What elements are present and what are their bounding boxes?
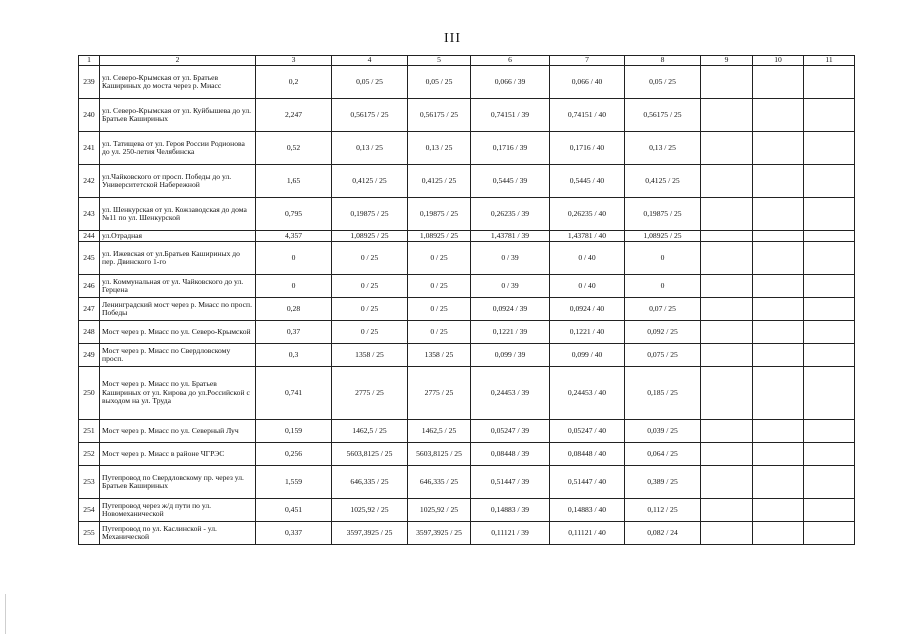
col4-value: 2775 / 25 xyxy=(332,367,408,420)
scan-margin-mark xyxy=(5,594,8,634)
row-name: Путепровод по Свердловскому пр. через ул. Братьев Кашириных xyxy=(100,466,256,499)
table-header xyxy=(79,56,855,66)
col3-value: 0,795 xyxy=(256,198,332,231)
col7-value: 0,11121 / 40 xyxy=(550,522,625,545)
row-number: 245 xyxy=(79,242,100,275)
col8-value: 0 xyxy=(625,275,701,298)
header-cell: 2 xyxy=(100,56,256,66)
col10-value xyxy=(753,198,804,231)
col4-value: 1462,5 / 25 xyxy=(332,420,408,443)
col10-value xyxy=(753,99,804,132)
table-row xyxy=(79,344,855,367)
col7-value: 0,1221 / 40 xyxy=(550,321,625,344)
header-cell: 6 xyxy=(471,56,550,66)
table-row xyxy=(79,298,855,321)
col3-value: 0,2 xyxy=(256,66,332,99)
row-name: ул. Татищева от ул. Героя России Родионова до ул. 250-летия Челябинска xyxy=(100,132,256,165)
row-number: 239 xyxy=(79,66,100,99)
col9-value xyxy=(701,443,753,466)
col5-value: 0,56175 / 25 xyxy=(408,99,471,132)
row-name: Путепровод по ул. Каслинской - ул. Механической xyxy=(100,522,256,545)
col8-value: 0,185 / 25 xyxy=(625,367,701,420)
header-cell: 7 xyxy=(550,56,625,66)
col5-value: 0,13 / 25 xyxy=(408,132,471,165)
col8-value: 0,112 / 25 xyxy=(625,499,701,522)
row-name: Мост через р. Миасс по Свердловскому просп. xyxy=(100,344,256,367)
row-name: ул. Ижевская от ул.Братьев Кашириных до пер. Двинского 1-го xyxy=(100,242,256,275)
row-number: 255 xyxy=(79,522,100,545)
row-number: 240 xyxy=(79,99,100,132)
col5-value: 5603,8125 / 25 xyxy=(408,443,471,466)
col4-value: 0 / 25 xyxy=(332,298,408,321)
col10-value xyxy=(753,298,804,321)
header-cell: 3 xyxy=(256,56,332,66)
col6-value: 0,1221 / 39 xyxy=(471,321,550,344)
table-row xyxy=(79,275,855,298)
col10-value xyxy=(753,66,804,99)
row-number: 249 xyxy=(79,344,100,367)
col3-value: 0,159 xyxy=(256,420,332,443)
table-row xyxy=(79,99,855,132)
col3-value: 0,37 xyxy=(256,321,332,344)
col11-value xyxy=(804,466,855,499)
row-number: 248 xyxy=(79,321,100,344)
col10-value xyxy=(753,321,804,344)
col8-value: 0,064 / 25 xyxy=(625,443,701,466)
table-row xyxy=(79,522,855,545)
col5-value: 1,08925 / 25 xyxy=(408,231,471,242)
col6-value: 0,1716 / 39 xyxy=(471,132,550,165)
table-body xyxy=(79,66,855,545)
header-cell: 8 xyxy=(625,56,701,66)
table-row xyxy=(79,231,855,242)
row-name: Мост через р. Миасс по ул. Северо-Крымской xyxy=(100,321,256,344)
col9-value xyxy=(701,231,753,242)
col4-value: 3597,3925 / 25 xyxy=(332,522,408,545)
col10-value xyxy=(753,231,804,242)
col5-value: 0,19875 / 25 xyxy=(408,198,471,231)
col3-value: 2,247 xyxy=(256,99,332,132)
col8-value: 0,389 / 25 xyxy=(625,466,701,499)
col10-value xyxy=(753,466,804,499)
table-row xyxy=(79,420,855,443)
row-name: ул.Отрадная xyxy=(100,231,256,242)
row-number: 243 xyxy=(79,198,100,231)
col3-value: 4,357 xyxy=(256,231,332,242)
col5-value: 0 / 25 xyxy=(408,298,471,321)
col11-value xyxy=(804,275,855,298)
row-number: 242 xyxy=(79,165,100,198)
col6-value: 0,5445 / 39 xyxy=(471,165,550,198)
col7-value: 1,43781 / 40 xyxy=(550,231,625,242)
col8-value: 0,075 / 25 xyxy=(625,344,701,367)
col7-value: 0,05247 / 40 xyxy=(550,420,625,443)
col4-value: 0 / 25 xyxy=(332,275,408,298)
table-row xyxy=(79,242,855,275)
col3-value: 0,52 xyxy=(256,132,332,165)
col7-value: 0,099 / 40 xyxy=(550,344,625,367)
col7-value: 0,5445 / 40 xyxy=(550,165,625,198)
col11-value xyxy=(804,99,855,132)
col9-value xyxy=(701,522,753,545)
col7-value: 0 / 40 xyxy=(550,275,625,298)
col10-value xyxy=(753,443,804,466)
col8-value: 1,08925 / 25 xyxy=(625,231,701,242)
col6-value: 0,74151 / 39 xyxy=(471,99,550,132)
col6-value: 0,51447 / 39 xyxy=(471,466,550,499)
col11-value xyxy=(804,344,855,367)
col8-value: 0,082 / 24 xyxy=(625,522,701,545)
col3-value: 0,3 xyxy=(256,344,332,367)
col9-value xyxy=(701,321,753,344)
col11-value xyxy=(804,165,855,198)
col7-value: 0,26235 / 40 xyxy=(550,198,625,231)
col3-value: 0 xyxy=(256,242,332,275)
col8-value: 0,05 / 25 xyxy=(625,66,701,99)
col11-value xyxy=(804,231,855,242)
col6-value: 0 / 39 xyxy=(471,242,550,275)
col9-value xyxy=(701,66,753,99)
col8-value: 0,092 / 25 xyxy=(625,321,701,344)
col6-value: 0,11121 / 39 xyxy=(471,522,550,545)
col10-value xyxy=(753,367,804,420)
row-name: ул. Северо-Крымская от ул. Куйбышева до ул. Братьев Кашириных xyxy=(100,99,256,132)
col8-value: 0,13 / 25 xyxy=(625,132,701,165)
row-name: ул. Шенкурская от ул. Кожзаводская до дома №11 по ул. Шенкурской xyxy=(100,198,256,231)
col4-value: 0 / 25 xyxy=(332,321,408,344)
col4-value: 0,56175 / 25 xyxy=(332,99,408,132)
col7-value: 0,08448 / 40 xyxy=(550,443,625,466)
table-row xyxy=(79,132,855,165)
row-number: 254 xyxy=(79,499,100,522)
col8-value: 0,56175 / 25 xyxy=(625,99,701,132)
col6-value: 0 / 39 xyxy=(471,275,550,298)
col9-value xyxy=(701,165,753,198)
col7-value: 0,51447 / 40 xyxy=(550,466,625,499)
col6-value: 0,099 / 39 xyxy=(471,344,550,367)
col4-value: 1,08925 / 25 xyxy=(332,231,408,242)
col6-value: 0,24453 / 39 xyxy=(471,367,550,420)
table-row xyxy=(79,321,855,344)
header-cell: 11 xyxy=(804,56,855,66)
col11-value xyxy=(804,499,855,522)
col5-value: 1462,5 / 25 xyxy=(408,420,471,443)
col5-value: 0,05 / 25 xyxy=(408,66,471,99)
col4-value: 0,4125 / 25 xyxy=(332,165,408,198)
road-data-table xyxy=(78,55,855,545)
row-number: 244 xyxy=(79,231,100,242)
row-number: 253 xyxy=(79,466,100,499)
row-number: 247 xyxy=(79,298,100,321)
header-cell: 10 xyxy=(753,56,804,66)
row-name: Ленинградский мост через р. Миасс по просп. Победы xyxy=(100,298,256,321)
col5-value: 1025,92 / 25 xyxy=(408,499,471,522)
table-row xyxy=(79,198,855,231)
col7-value: 0 / 40 xyxy=(550,242,625,275)
col4-value: 0,05 / 25 xyxy=(332,66,408,99)
col8-value: 0,4125 / 25 xyxy=(625,165,701,198)
col3-value: 0,337 xyxy=(256,522,332,545)
col11-value xyxy=(804,298,855,321)
col11-value xyxy=(804,321,855,344)
col11-value xyxy=(804,522,855,545)
row-name: ул. Северо-Крымская от ул. Братьев Кашириных до моста через р. Миасс xyxy=(100,66,256,99)
col7-value: 0,14883 / 40 xyxy=(550,499,625,522)
row-name: Путепровод через ж/д пути по ул. Новомеханической xyxy=(100,499,256,522)
col9-value xyxy=(701,466,753,499)
header-cell: 9 xyxy=(701,56,753,66)
col3-value: 1,65 xyxy=(256,165,332,198)
col7-value: 0,0924 / 40 xyxy=(550,298,625,321)
col8-value: 0,039 / 25 xyxy=(625,420,701,443)
col10-value xyxy=(753,522,804,545)
col11-value xyxy=(804,420,855,443)
col10-value xyxy=(753,344,804,367)
col9-value xyxy=(701,99,753,132)
col4-value: 0 / 25 xyxy=(332,242,408,275)
col9-value xyxy=(701,242,753,275)
col3-value: 0,256 xyxy=(256,443,332,466)
col11-value xyxy=(804,367,855,420)
col7-value: 0,24453 / 40 xyxy=(550,367,625,420)
row-name: Мост через р. Миасс по ул. Братьев Кашириных от ул. Кирова до ул.Российской с выходом на ул. Труда xyxy=(100,367,256,420)
col10-value xyxy=(753,132,804,165)
col7-value: 0,1716 / 40 xyxy=(550,132,625,165)
col11-value xyxy=(804,132,855,165)
col3-value: 0 xyxy=(256,275,332,298)
header-row xyxy=(79,56,855,66)
col6-value: 0,0924 / 39 xyxy=(471,298,550,321)
col9-value xyxy=(701,499,753,522)
table-row xyxy=(79,367,855,420)
col5-value: 3597,3925 / 25 xyxy=(408,522,471,545)
table-row xyxy=(79,466,855,499)
col9-value xyxy=(701,420,753,443)
col6-value: 0,14883 / 39 xyxy=(471,499,550,522)
col7-value: 0,74151 / 40 xyxy=(550,99,625,132)
col8-value: 0,19875 / 25 xyxy=(625,198,701,231)
col9-value xyxy=(701,367,753,420)
col5-value: 646,335 / 25 xyxy=(408,466,471,499)
col9-value xyxy=(701,298,753,321)
col11-value xyxy=(804,66,855,99)
col3-value: 0,741 xyxy=(256,367,332,420)
col5-value: 2775 / 25 xyxy=(408,367,471,420)
col10-value xyxy=(753,242,804,275)
col4-value: 1025,92 / 25 xyxy=(332,499,408,522)
col8-value: 0,07 / 25 xyxy=(625,298,701,321)
table-row xyxy=(79,499,855,522)
row-number: 252 xyxy=(79,443,100,466)
col4-value: 0,19875 / 25 xyxy=(332,198,408,231)
col6-value: 0,08448 / 39 xyxy=(471,443,550,466)
row-number: 251 xyxy=(79,420,100,443)
header-cell: 5 xyxy=(408,56,471,66)
row-name: ул.Чайковского от просп. Победы до ул. Университетской Набережной xyxy=(100,165,256,198)
row-name: Мост через р. Миасс в районе ЧГРЭС xyxy=(100,443,256,466)
table-row xyxy=(79,165,855,198)
col5-value: 0 / 25 xyxy=(408,275,471,298)
header-cell: 4 xyxy=(332,56,408,66)
col5-value: 0 / 25 xyxy=(408,321,471,344)
col7-value: 0,066 / 40 xyxy=(550,66,625,99)
col10-value xyxy=(753,499,804,522)
row-number: 250 xyxy=(79,367,100,420)
col9-value xyxy=(701,275,753,298)
col3-value: 0,451 xyxy=(256,499,332,522)
row-name: Мост через р. Миасс по ул. Северный Луч xyxy=(100,420,256,443)
col10-value xyxy=(753,165,804,198)
col6-value: 0,26235 / 39 xyxy=(471,198,550,231)
col9-value xyxy=(701,198,753,231)
col8-value: 0 xyxy=(625,242,701,275)
col11-value xyxy=(804,443,855,466)
col10-value xyxy=(753,420,804,443)
col3-value: 0,28 xyxy=(256,298,332,321)
row-number: 246 xyxy=(79,275,100,298)
page-number: III xyxy=(444,31,461,46)
table-row xyxy=(79,443,855,466)
col5-value: 1358 / 25 xyxy=(408,344,471,367)
col4-value: 1358 / 25 xyxy=(332,344,408,367)
col4-value: 646,335 / 25 xyxy=(332,466,408,499)
row-number: 241 xyxy=(79,132,100,165)
col4-value: 0,13 / 25 xyxy=(332,132,408,165)
col6-value: 1,43781 / 39 xyxy=(471,231,550,242)
col4-value: 5603,8125 / 25 xyxy=(332,443,408,466)
col11-value xyxy=(804,242,855,275)
col9-value xyxy=(701,344,753,367)
col6-value: 0,066 / 39 xyxy=(471,66,550,99)
col9-value xyxy=(701,132,753,165)
col3-value: 1,559 xyxy=(256,466,332,499)
col5-value: 0 / 25 xyxy=(408,242,471,275)
col11-value xyxy=(804,198,855,231)
col10-value xyxy=(753,275,804,298)
table-row xyxy=(79,66,855,99)
row-name: ул. Коммунальная от ул. Чайковского до ул. Герцена xyxy=(100,275,256,298)
col6-value: 0,05247 / 39 xyxy=(471,420,550,443)
header-cell: 1 xyxy=(79,56,100,66)
col5-value: 0,4125 / 25 xyxy=(408,165,471,198)
